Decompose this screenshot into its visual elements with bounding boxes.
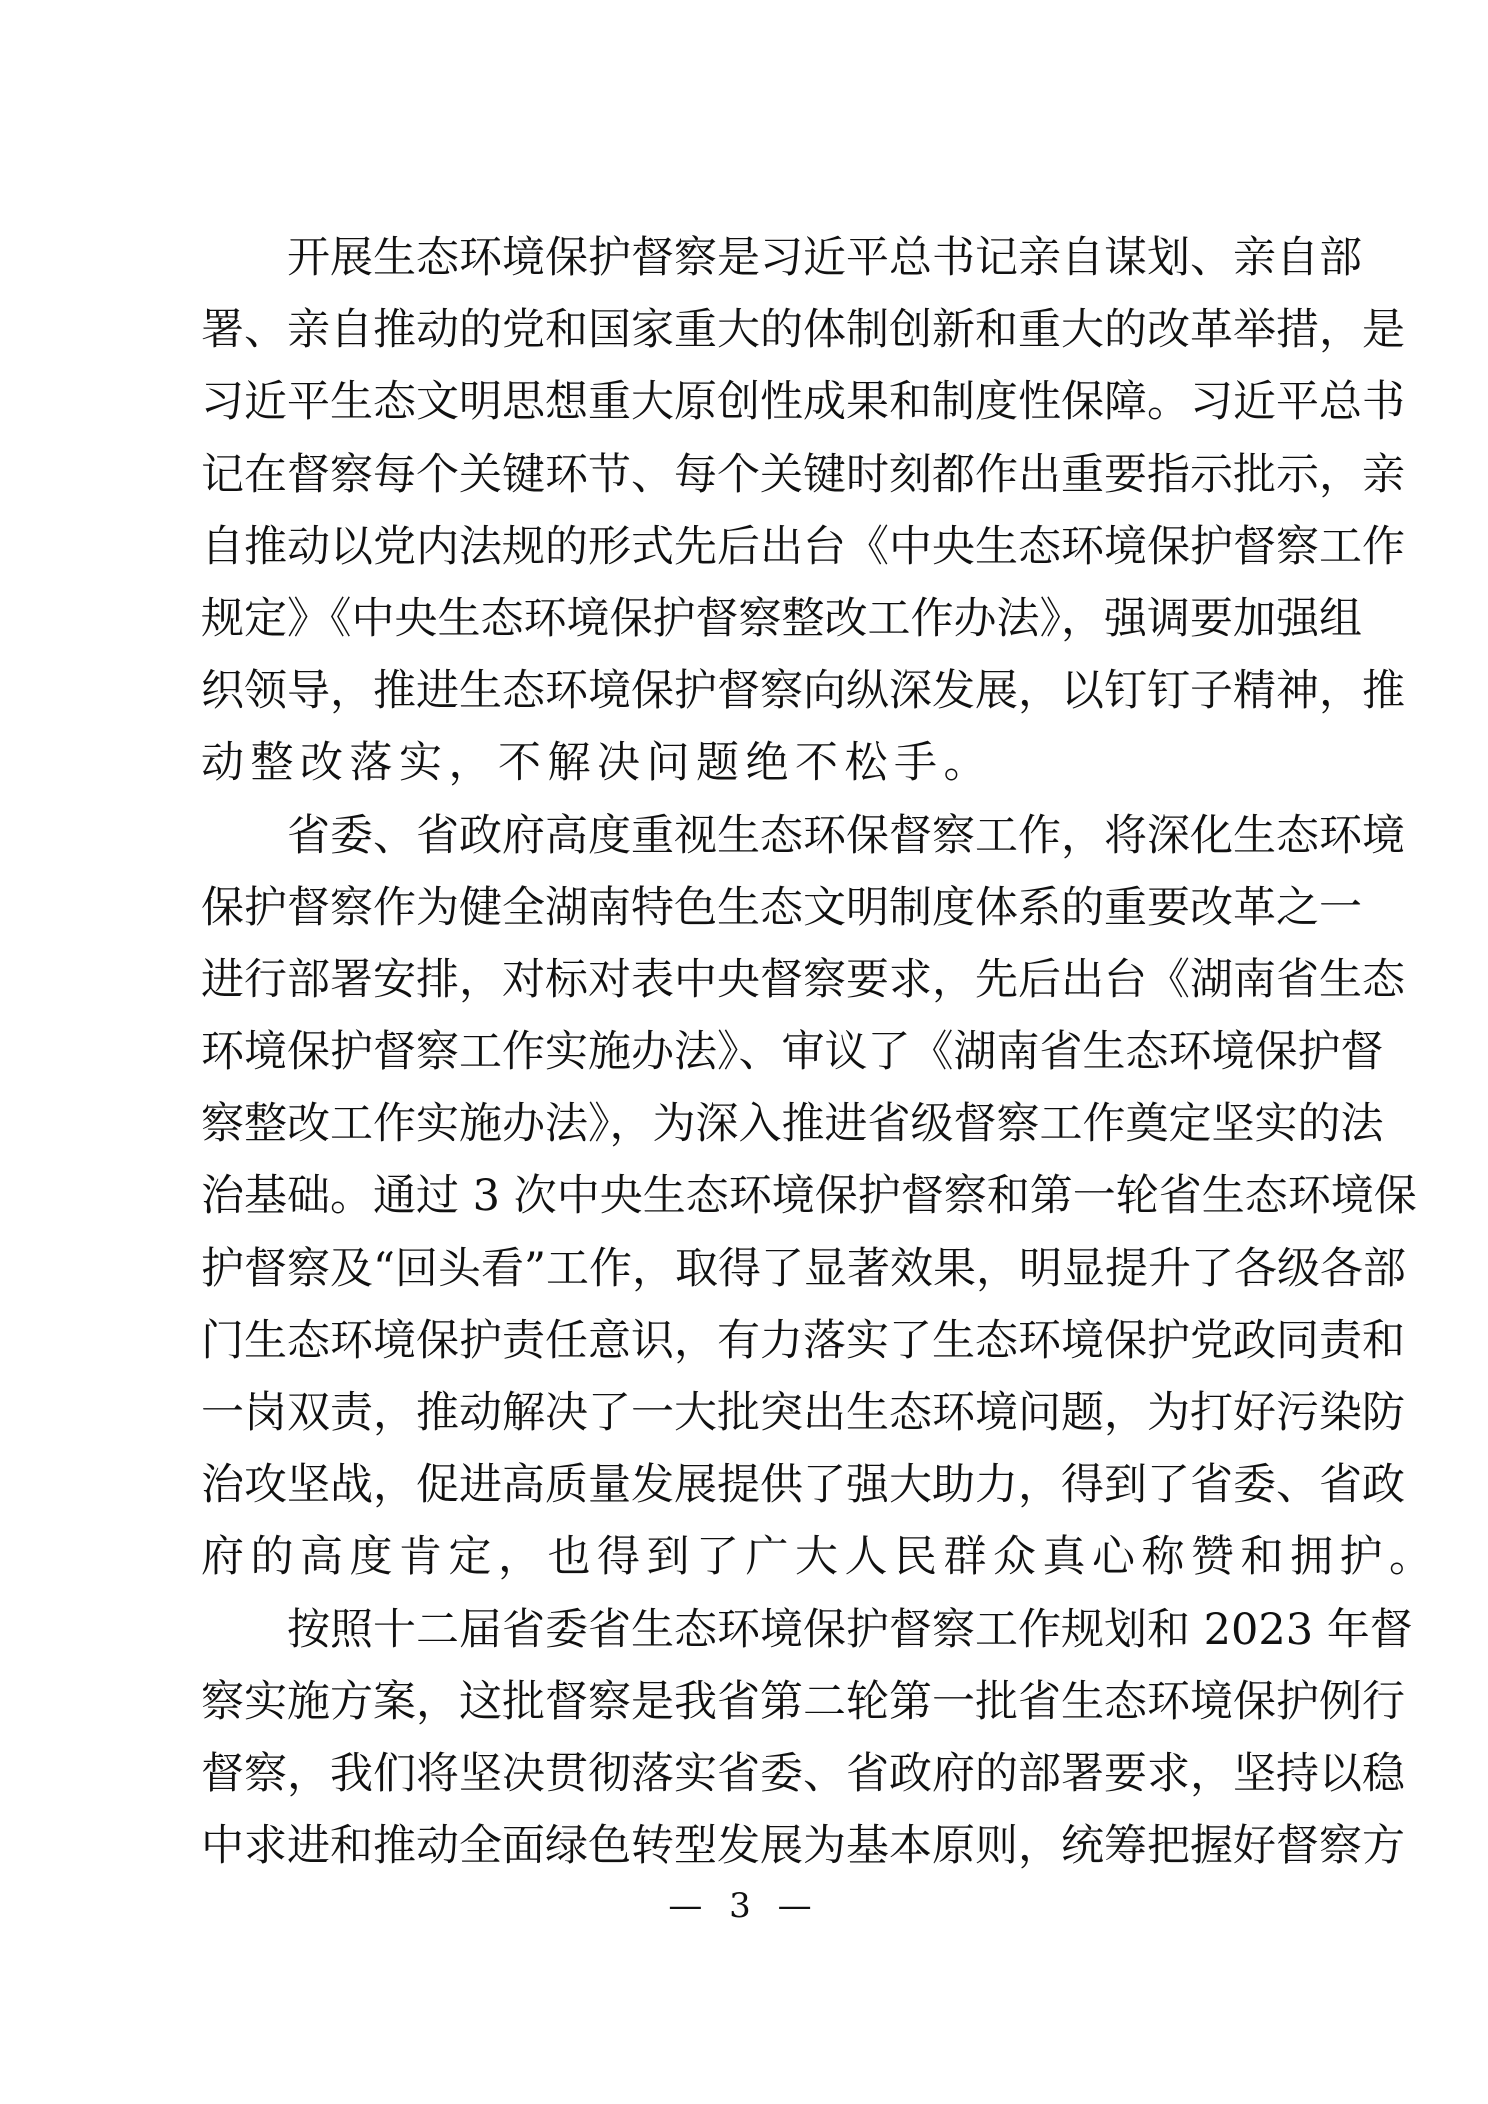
paragraph — [201, 222, 1405, 800]
text-line: 一岗双责，推动解决了一大批突出生态环境问题，为打好污染防 — [201, 1388, 1405, 1438]
text-line: 府的高度肯定，也得到了广大人民群众真心称赞和拥护。 — [201, 1532, 1439, 1583]
text-line: 织领导，推进生态环境保护督察向纵深发展，以钉钉子精神，推 — [201, 666, 1405, 717]
text-line: 开展生态环境保护督察是习近平总书记亲自谋划、亲自部 — [287, 233, 1362, 283]
text-line: 自推动以党内法规的形式先后出台《中央生态环境保护督察工作 — [201, 521, 1405, 572]
text-line: 治攻坚战，促进高质量发展提供了强大助力，得到了省委、省政 — [201, 1460, 1405, 1511]
text-line: 记在督察每个关键环节、每个关键时刻都作出重要指示批示，亲 — [201, 449, 1405, 500]
text-line: 动整改落实，不解决问题绝不松手。 — [201, 738, 993, 789]
text-line: 进行部署安排，对标对表中央督察要求，先后出台《湖南省生态 — [201, 954, 1405, 1005]
text-line: 按照十二届省委省生态环境保护督察工作规划和 2023 年督 — [287, 1604, 1413, 1655]
text-line: 护督察及“回头看”工作，取得了显著效果，明显提升了各级各部 — [201, 1243, 1406, 1294]
text-line: 规定》《中央生态环境保护督察整改工作办法》，强调要加强组 — [201, 593, 1362, 644]
text-line: 治基础。通过 3 次中央生态环境保护督察和第一轮省生态环境保 — [201, 1171, 1417, 1222]
text-line: 保护督察作为健全湖南特色生态文明制度体系的重要改革之一 — [201, 882, 1362, 933]
text-line: 环境保护督察工作实施办法》、审议了《湖南省生态环境保护督 — [201, 1027, 1384, 1078]
text-line: 中求进和推动全面绿色转型发展为基本原则，统筹把握好督察方 — [201, 1821, 1405, 1872]
text-line: 察整改工作实施办法》，为深入推进省级督察工作奠定坚实的法 — [201, 1099, 1384, 1150]
text-line: 督察，我们将坚决贯彻落实省委、省政府的部署要求，坚持以稳 — [201, 1748, 1405, 1799]
paragraph — [201, 1594, 1413, 1883]
text-line: 门生态环境保护责任意识，有力落实了生态环境保护党政同责和 — [201, 1315, 1405, 1366]
paragraph — [201, 800, 1439, 1594]
page-number: — 3 — — [668, 1886, 820, 1926]
text-line: 察实施方案，这批督察是我省第二轮第一批省生态环境保护例行 — [201, 1676, 1405, 1727]
text-line: 省委、省政府高度重视生态环保督察工作，将深化生态环境 — [287, 810, 1405, 861]
text-line: 署、亲自推动的党和国家重大的体制创新和重大的改革举措，是 — [201, 305, 1405, 356]
document-body — [201, 222, 1439, 1882]
text-line: 习近平生态文明思想重大原创性成果和制度性保障。习近平总书 — [201, 377, 1405, 428]
